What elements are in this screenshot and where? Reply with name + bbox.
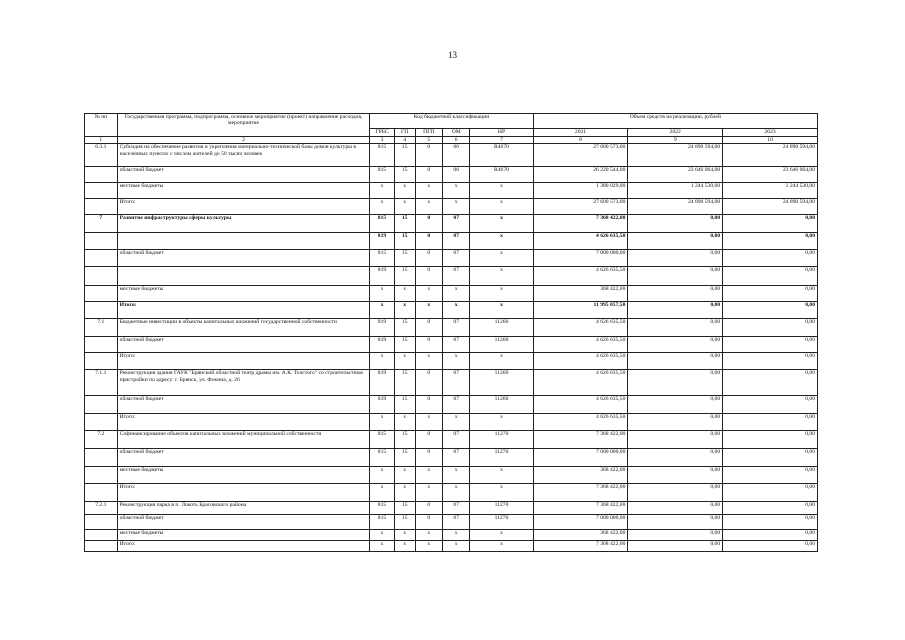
cell-om: х: [443, 353, 470, 370]
cell-amount-2021: 27 600 573,00: [533, 199, 628, 215]
cell-amount-2023: 0,00: [723, 250, 818, 267]
cell-grbs: 819: [370, 319, 394, 337]
cell-gp: 15: [394, 515, 415, 530]
cell-amount-2021: 4 626 635,50: [533, 396, 628, 414]
cell-om: х: [443, 541, 470, 552]
cell-grbs: 815: [370, 144, 394, 167]
cell-om: 07: [443, 431, 470, 449]
cell-nr: 11270: [470, 449, 533, 467]
cell-nr: 11270: [470, 502, 533, 515]
table-row: [85, 286, 818, 302]
cell-pgp: х: [415, 353, 442, 370]
col-number: 9: [628, 137, 723, 144]
cell-grbs: х: [370, 541, 394, 552]
cell-amount-2022: 0,00: [628, 215, 723, 233]
cell-gp: 15: [394, 267, 415, 286]
row-name: Итого:: [117, 199, 370, 215]
cell-amount-2023: 0,00: [723, 396, 818, 414]
cell-grbs: 819: [370, 337, 394, 353]
row-name: областной бюджет: [117, 515, 370, 530]
row-number: [85, 515, 118, 530]
cell-amount-2021: 4 626 635,50: [533, 319, 628, 337]
cell-amount-2023: 0,00: [723, 267, 818, 286]
cell-nr: х: [470, 530, 533, 541]
cell-grbs: х: [370, 199, 394, 215]
cell-om: 06: [443, 167, 470, 183]
cell-amount-2021: 4 626 635,50: [533, 337, 628, 353]
cell-amount-2021: 7 368 422,00: [533, 431, 628, 449]
cell-gp: 15: [394, 502, 415, 515]
cell-amount-2023: 0,00: [723, 467, 818, 484]
row-number: 7.2.1: [85, 502, 118, 515]
cell-grbs: 815: [370, 431, 394, 449]
cell-om: 07: [443, 449, 470, 467]
cell-nr: 11270: [470, 431, 533, 449]
budget-table: [84, 113, 818, 552]
cell-amount-2023: 0,00: [723, 431, 818, 449]
cell-grbs: 819: [370, 267, 394, 286]
cell-amount-2022: 24 890 594,00: [628, 144, 723, 167]
row-number: [85, 250, 118, 267]
cell-amount-2021: 11 995 057,50: [533, 302, 628, 319]
cell-amount-2023: 0,00: [723, 302, 818, 319]
row-number: [85, 449, 118, 467]
cell-amount-2023: 0,00: [723, 319, 818, 337]
cell-grbs: х: [370, 353, 394, 370]
header-year-2023: 2023: [723, 129, 818, 137]
cell-gp: х: [394, 414, 415, 431]
cell-nr: 11260: [470, 319, 533, 337]
row-number: [85, 484, 118, 502]
page-number: 13: [448, 50, 457, 60]
table-row: [85, 215, 818, 233]
col-number: 5: [415, 137, 442, 144]
cell-nr: х: [470, 250, 533, 267]
header-amount-group: Объем средств на реализацию, рублей: [533, 114, 817, 129]
table-row: [85, 396, 818, 414]
cell-nr: R4670: [470, 144, 533, 167]
header-nr: НР: [470, 129, 533, 137]
row-name: [117, 267, 370, 286]
row-name: местные бюджеты: [117, 467, 370, 484]
row-number: [85, 530, 118, 541]
cell-gp: х: [394, 530, 415, 541]
cell-om: 07: [443, 502, 470, 515]
table-row: [85, 337, 818, 353]
cell-pgp: х: [415, 541, 442, 552]
header-grbs: ГРБС: [370, 129, 394, 137]
col-number: 10: [723, 137, 818, 144]
cell-pgp: х: [415, 286, 442, 302]
cell-grbs: х: [370, 467, 394, 484]
cell-grbs: 819: [370, 396, 394, 414]
cell-grbs: 815: [370, 215, 394, 233]
cell-amount-2021: 368 422,00: [533, 286, 628, 302]
cell-pgp: х: [415, 484, 442, 502]
cell-nr: х: [470, 467, 533, 484]
cell-amount-2022: 0,00: [628, 250, 723, 267]
cell-amount-2022: 0,00: [628, 502, 723, 515]
cell-amount-2023: 24 890 594,00: [723, 144, 818, 167]
cell-pgp: х: [415, 467, 442, 484]
cell-grbs: 819: [370, 233, 394, 250]
table-row: [85, 319, 818, 337]
cell-grbs: 815: [370, 167, 394, 183]
table-row: [85, 502, 818, 515]
cell-amount-2022: 0,00: [628, 319, 723, 337]
cell-nr: 11260: [470, 396, 533, 414]
cell-gp: 15: [394, 319, 415, 337]
row-name: Итого:: [117, 302, 370, 319]
cell-pgp: х: [415, 302, 442, 319]
table-row: [85, 467, 818, 484]
row-name: Субсидия на обеспечение развития и укрепления материально-технической базы домов культуры в населенных пунктах с числом жителей до 50 тысяч человек: [117, 144, 370, 167]
cell-nr: х: [470, 199, 533, 215]
cell-gp: 15: [394, 396, 415, 414]
row-name: местные бюджеты: [117, 530, 370, 541]
col-number: 1: [85, 137, 118, 144]
cell-om: 07: [443, 267, 470, 286]
cell-gp: 15: [394, 449, 415, 467]
cell-amount-2023: 0,00: [723, 233, 818, 250]
cell-nr: х: [470, 353, 533, 370]
row-name: областной бюджет: [117, 449, 370, 467]
cell-amount-2023: 0,00: [723, 215, 818, 233]
cell-om: х: [443, 302, 470, 319]
cell-nr: х: [470, 215, 533, 233]
cell-amount-2023: 0,00: [723, 370, 818, 396]
row-name: местные бюджеты: [117, 286, 370, 302]
cell-amount-2021: 368 422,00: [533, 467, 628, 484]
table-row: [85, 530, 818, 541]
cell-om: 07: [443, 337, 470, 353]
cell-pgp: 0: [415, 319, 442, 337]
cell-om: х: [443, 530, 470, 541]
row-number: [85, 467, 118, 484]
cell-amount-2022: 0,00: [628, 267, 723, 286]
row-number: [85, 302, 118, 319]
cell-pgp: х: [415, 530, 442, 541]
cell-gp: х: [394, 302, 415, 319]
table-row: [85, 183, 818, 199]
cell-pgp: х: [415, 414, 442, 431]
row-number: 7.1: [85, 319, 118, 337]
cell-amount-2023: 0,00: [723, 541, 818, 552]
row-number: [85, 541, 118, 552]
row-number: 7.2: [85, 431, 118, 449]
cell-nr: 11260: [470, 337, 533, 353]
row-number: [85, 199, 118, 215]
cell-grbs: 815: [370, 515, 394, 530]
cell-gp: х: [394, 199, 415, 215]
row-number: 7.1.1: [85, 370, 118, 396]
cell-pgp: 0: [415, 267, 442, 286]
cell-amount-2022: 24 890 594,00: [628, 199, 723, 215]
cell-amount-2022: 0,00: [628, 431, 723, 449]
table-row: [85, 144, 818, 167]
row-number: [85, 183, 118, 199]
cell-om: х: [443, 199, 470, 215]
row-name: Итого:: [117, 353, 370, 370]
cell-amount-2021: 27 600 573,00: [533, 144, 628, 167]
cell-grbs: 815: [370, 502, 394, 515]
cell-amount-2023: 0,00: [723, 502, 818, 515]
row-name: Итого:: [117, 541, 370, 552]
cell-om: 07: [443, 370, 470, 396]
cell-om: х: [443, 467, 470, 484]
row-name: Развитие инфраструктуры сферы культуры: [117, 215, 370, 233]
cell-gp: 15: [394, 167, 415, 183]
row-number: [85, 414, 118, 431]
cell-grbs: 819: [370, 370, 394, 396]
cell-om: 07: [443, 396, 470, 414]
table-row: [85, 484, 818, 502]
cell-nr: х: [470, 302, 533, 319]
cell-amount-2022: 0,00: [628, 353, 723, 370]
header-year-2022: 2022: [628, 129, 723, 137]
row-number: [85, 337, 118, 353]
cell-nr: х: [470, 541, 533, 552]
row-name: Софинансирование объектов капитальных вложений муниципальной собственности: [117, 431, 370, 449]
cell-gp: 15: [394, 144, 415, 167]
cell-nr: 11270: [470, 515, 533, 530]
cell-nr: х: [470, 183, 533, 199]
col-number: 7: [470, 137, 533, 144]
cell-grbs: 815: [370, 449, 394, 467]
cell-pgp: 0: [415, 502, 442, 515]
cell-amount-2021: 7 368 422,00: [533, 484, 628, 502]
cell-gp: 15: [394, 233, 415, 250]
row-name: областной бюджет: [117, 250, 370, 267]
row-name: Итого:: [117, 414, 370, 431]
cell-gp: х: [394, 467, 415, 484]
row-name: областной бюджет: [117, 396, 370, 414]
row-number: 6.3.1: [85, 144, 118, 167]
cell-om: 07: [443, 250, 470, 267]
cell-amount-2021: 7 368 422,00: [533, 541, 628, 552]
cell-om: х: [443, 414, 470, 431]
row-name: областной бюджет: [117, 337, 370, 353]
cell-amount-2021: 4 626 635,50: [533, 233, 628, 250]
cell-amount-2021: 26 220 544,00: [533, 167, 628, 183]
table-row: [85, 353, 818, 370]
cell-amount-2022: 0,00: [628, 337, 723, 353]
cell-amount-2022: 0,00: [628, 515, 723, 530]
cell-nr: х: [470, 233, 533, 250]
row-name: Реконструкция здания ГАУК "Брянский областной театр драмы им. А.К. Толстого" со строительством пристройки по адресу: г. Брянск, ул. Фокина, д. 26: [117, 370, 370, 396]
cell-grbs: 815: [370, 250, 394, 267]
table-row: [85, 541, 818, 552]
cell-grbs: х: [370, 414, 394, 431]
row-number: [85, 396, 118, 414]
table-row: [85, 515, 818, 530]
cell-amount-2021: 7 000 000,00: [533, 515, 628, 530]
row-number: [85, 353, 118, 370]
header-title: Государственная программа, подпрограмма, основное мероприятие (проект) направление расходов, мероприятие: [117, 114, 370, 137]
cell-gp: х: [394, 541, 415, 552]
cell-gp: 15: [394, 215, 415, 233]
row-name: Бюджетные инвестиции в объекты капитальных вложений государственной собственности: [117, 319, 370, 337]
cell-pgp: 0: [415, 215, 442, 233]
cell-om: х: [443, 286, 470, 302]
cell-gp: х: [394, 484, 415, 502]
cell-amount-2023: 1 244 530,00: [723, 183, 818, 199]
cell-pgp: х: [415, 183, 442, 199]
row-number: 7: [85, 215, 118, 233]
cell-pgp: 0: [415, 337, 442, 353]
cell-om: 07: [443, 515, 470, 530]
cell-amount-2021: 7 000 000,00: [533, 250, 628, 267]
cell-nr: х: [470, 414, 533, 431]
cell-amount-2023: 0,00: [723, 353, 818, 370]
cell-om: х: [443, 183, 470, 199]
cell-gp: х: [394, 353, 415, 370]
row-name: Реконструкция парка в п. Локоть Брасовского района: [117, 502, 370, 515]
col-number: 8: [533, 137, 628, 144]
cell-nr: R4670: [470, 167, 533, 183]
cell-amount-2022: 23 646 064,00: [628, 167, 723, 183]
header-num: № пп: [85, 114, 118, 137]
table-row: [85, 431, 818, 449]
row-name: [117, 233, 370, 250]
cell-grbs: х: [370, 302, 394, 319]
cell-gp: 15: [394, 431, 415, 449]
cell-amount-2021: 7 368 422,00: [533, 502, 628, 515]
cell-amount-2021: 7 000 000,00: [533, 449, 628, 467]
cell-om: 07: [443, 215, 470, 233]
cell-amount-2022: 0,00: [628, 414, 723, 431]
row-number: [85, 286, 118, 302]
table-row: [85, 233, 818, 250]
cell-grbs: х: [370, 484, 394, 502]
header-pgp: ПГП: [415, 129, 442, 137]
cell-pgp: 0: [415, 449, 442, 467]
cell-pgp: 0: [415, 250, 442, 267]
table-row: [85, 449, 818, 467]
cell-om: 07: [443, 319, 470, 337]
cell-amount-2022: 0,00: [628, 449, 723, 467]
cell-nr: х: [470, 267, 533, 286]
cell-gp: х: [394, 286, 415, 302]
cell-pgp: 0: [415, 396, 442, 414]
cell-amount-2023: 0,00: [723, 530, 818, 541]
row-number: [85, 233, 118, 250]
row-name: местные бюджеты: [117, 183, 370, 199]
cell-amount-2021: 4 626 635,50: [533, 370, 628, 396]
row-name: областной бюджет: [117, 167, 370, 183]
header-gp: ГП: [394, 129, 415, 137]
row-name: Итого:: [117, 484, 370, 502]
cell-nr: х: [470, 286, 533, 302]
cell-amount-2022: 0,00: [628, 467, 723, 484]
cell-amount-2023: 24 890 594,00: [723, 199, 818, 215]
cell-amount-2023: 0,00: [723, 515, 818, 530]
col-number: 3: [370, 137, 394, 144]
cell-amount-2023: 0,00: [723, 286, 818, 302]
table-row: [85, 414, 818, 431]
cell-pgp: 0: [415, 233, 442, 250]
cell-amount-2021: 4 626 635,50: [533, 414, 628, 431]
table-row: [85, 302, 818, 319]
row-number: [85, 167, 118, 183]
cell-om: х: [443, 484, 470, 502]
cell-pgp: 0: [415, 167, 442, 183]
cell-amount-2021: 4 626 635,50: [533, 267, 628, 286]
cell-om: 06: [443, 144, 470, 167]
cell-amount-2023: 0,00: [723, 337, 818, 353]
cell-gp: 15: [394, 337, 415, 353]
cell-gp: 15: [394, 250, 415, 267]
cell-gp: х: [394, 183, 415, 199]
table-row: [85, 267, 818, 286]
cell-amount-2022: 0,00: [628, 530, 723, 541]
cell-grbs: х: [370, 530, 394, 541]
cell-pgp: 0: [415, 144, 442, 167]
cell-amount-2021: 1 380 029,00: [533, 183, 628, 199]
cell-amount-2021: 368 422,00: [533, 530, 628, 541]
cell-amount-2021: 4 626 635,50: [533, 353, 628, 370]
cell-amount-2023: 0,00: [723, 484, 818, 502]
table-row: [85, 199, 818, 215]
cell-amount-2022: 1 244 530,00: [628, 183, 723, 199]
cell-amount-2023: 0,00: [723, 449, 818, 467]
table-row: [85, 370, 818, 396]
cell-amount-2021: 7 368 422,00: [533, 215, 628, 233]
cell-amount-2022: 0,00: [628, 302, 723, 319]
header-year-2021: 2021: [533, 129, 628, 137]
row-number: [85, 267, 118, 286]
cell-om: 07: [443, 233, 470, 250]
table-row: [85, 167, 818, 183]
cell-amount-2022: 0,00: [628, 286, 723, 302]
cell-grbs: х: [370, 183, 394, 199]
cell-gp: 15: [394, 370, 415, 396]
cell-amount-2023: 23 646 064,00: [723, 167, 818, 183]
cell-nr: х: [470, 484, 533, 502]
cell-pgp: 0: [415, 431, 442, 449]
cell-pgp: х: [415, 199, 442, 215]
cell-grbs: х: [370, 286, 394, 302]
table-row: [85, 250, 818, 267]
cell-amount-2023: 0,00: [723, 414, 818, 431]
cell-amount-2022: 0,00: [628, 541, 723, 552]
cell-pgp: 0: [415, 370, 442, 396]
cell-amount-2022: 0,00: [628, 233, 723, 250]
cell-nr: 11260: [470, 370, 533, 396]
col-number: 2: [117, 137, 370, 144]
cell-amount-2022: 0,00: [628, 370, 723, 396]
cell-amount-2022: 0,00: [628, 396, 723, 414]
cell-pgp: 0: [415, 515, 442, 530]
header-om: ОМ: [443, 129, 470, 137]
header-code-group: Код бюджетной классификации: [370, 114, 533, 129]
col-number: 4: [394, 137, 415, 144]
cell-amount-2022: 0,00: [628, 484, 723, 502]
col-number: 6: [443, 137, 470, 144]
